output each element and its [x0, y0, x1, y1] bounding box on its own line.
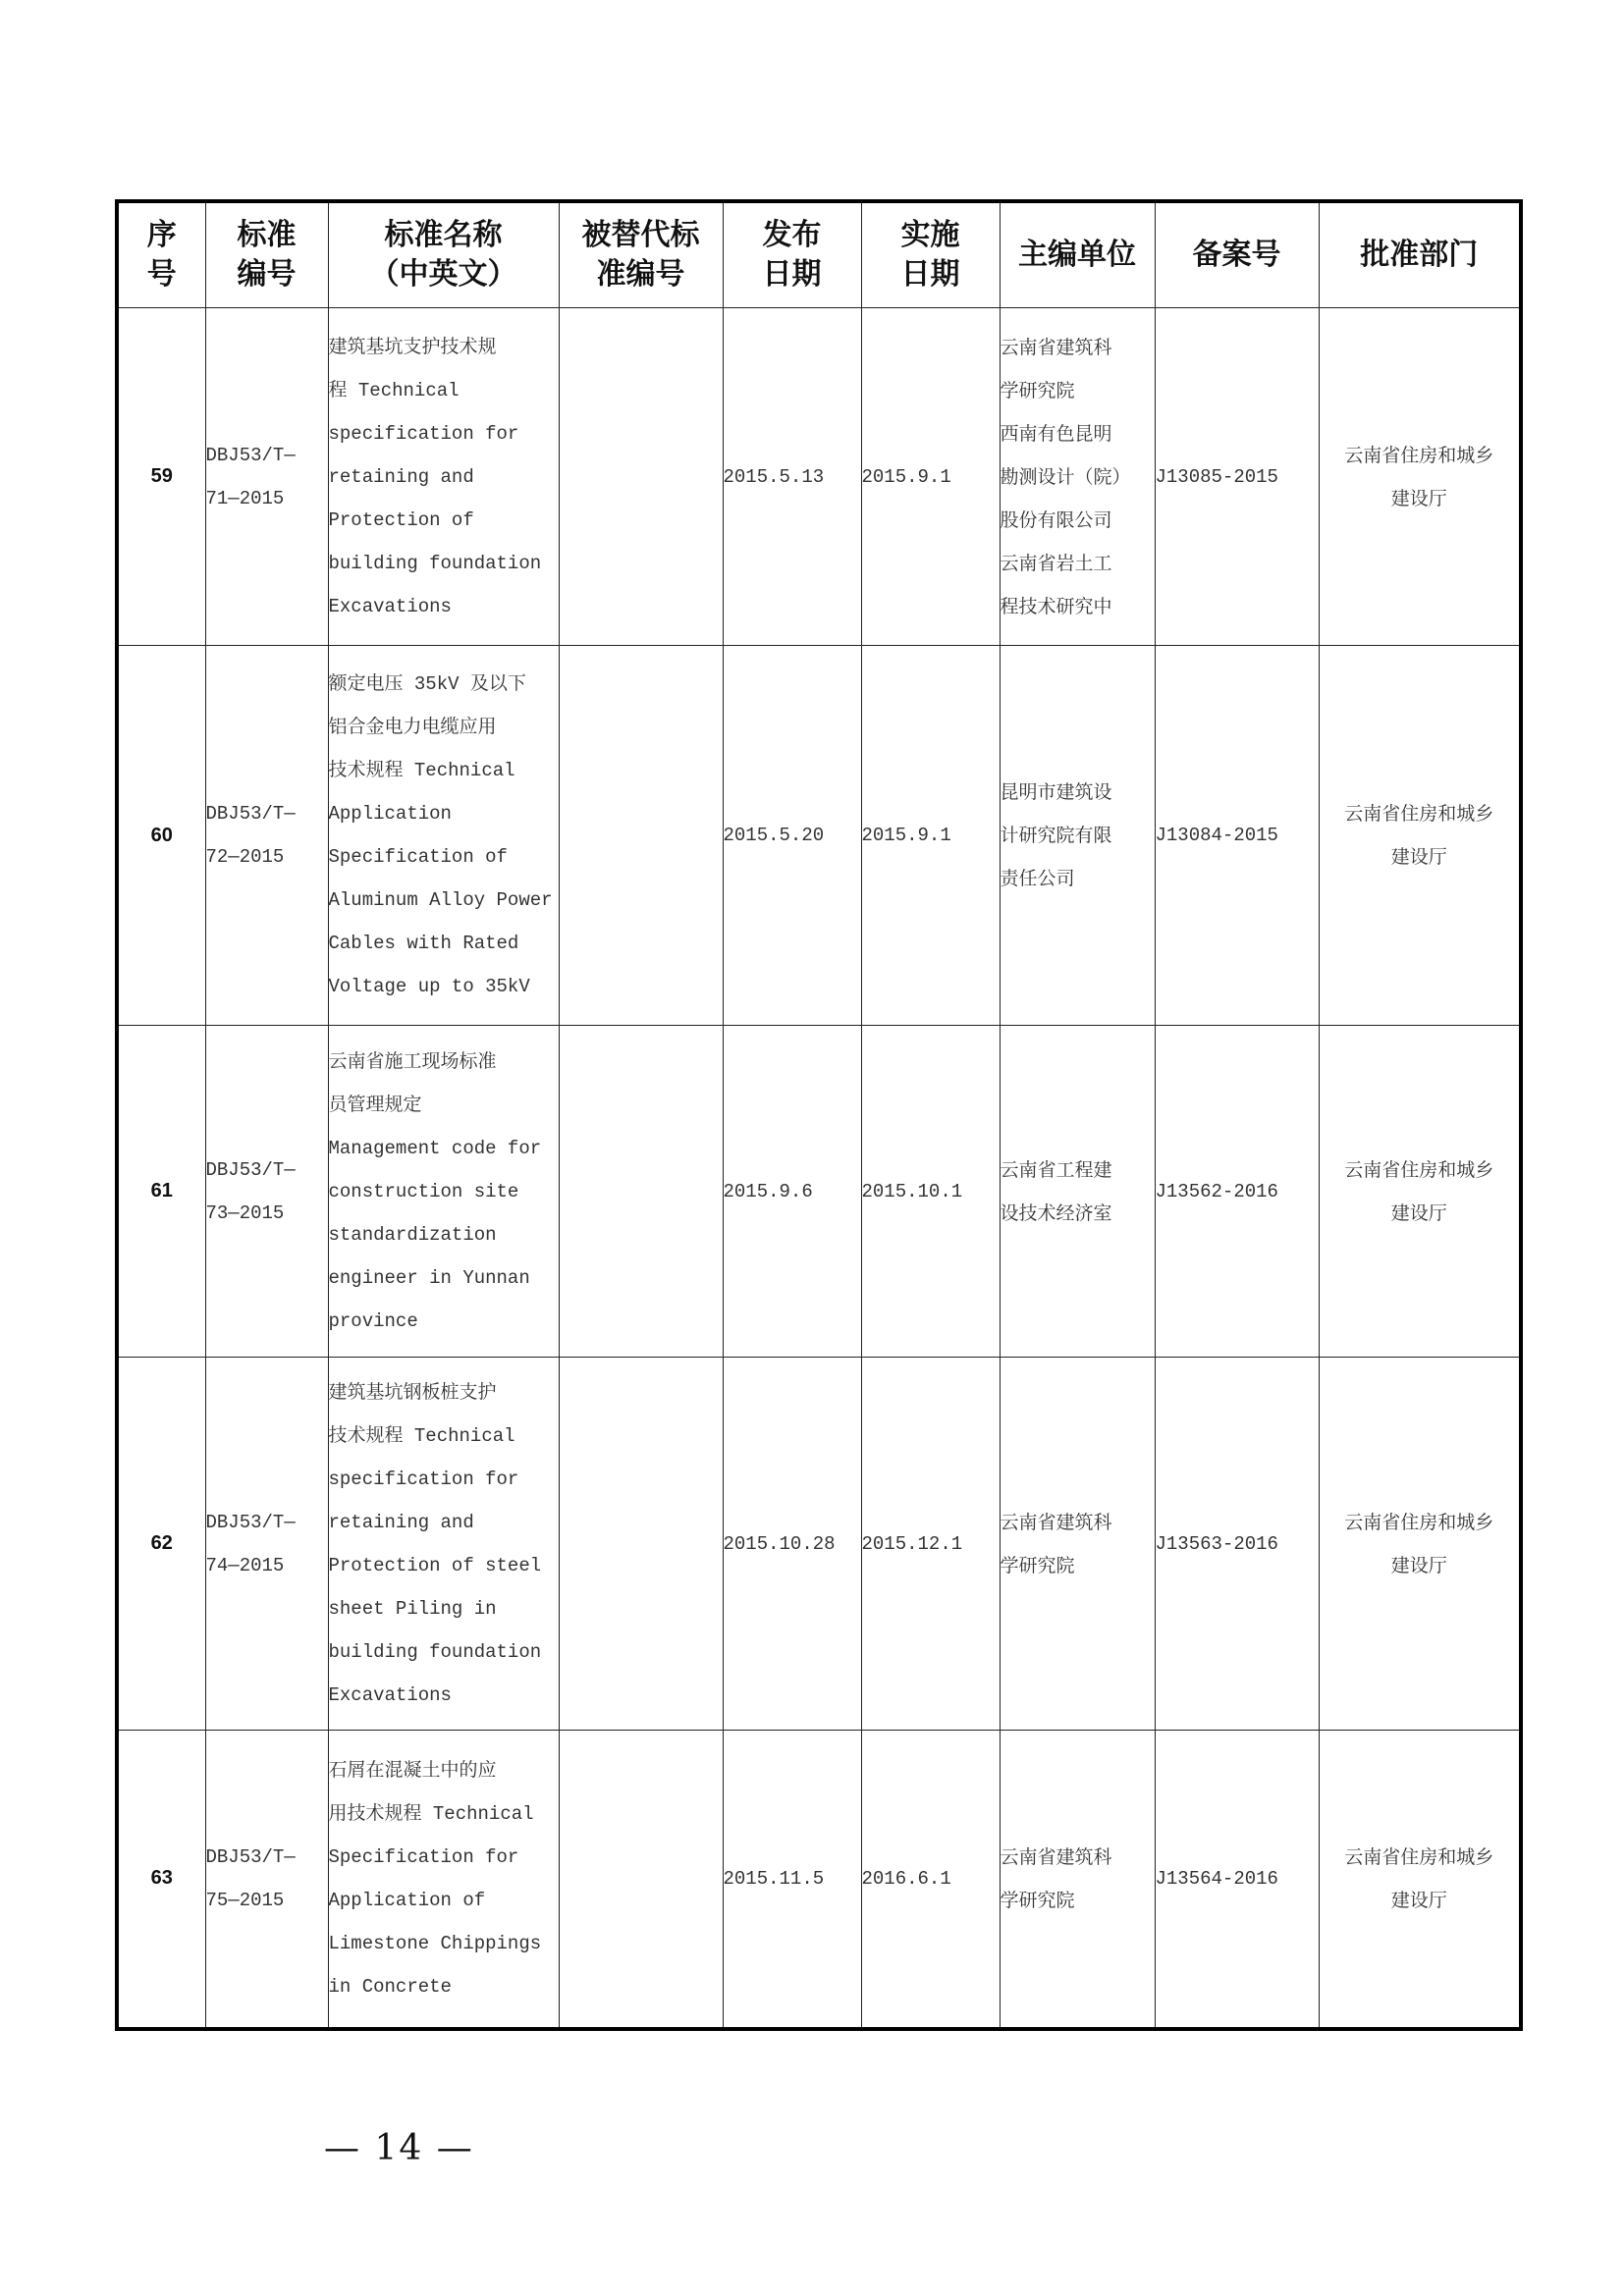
row-dept: 云南省住房和城乡 建设厅	[1319, 646, 1521, 1026]
row-replaced	[559, 1358, 723, 1731]
row-filing-no: J13562-2016	[1155, 1026, 1319, 1358]
header-no-text: 序 号	[146, 218, 177, 292]
row-filing-no: J13564-2016	[1155, 1731, 1319, 2029]
header-dept-text: 批准部门	[1360, 238, 1479, 272]
row-filing-no: J13084-2015	[1155, 646, 1319, 1026]
row-publish-date: 2015.5.13	[723, 308, 861, 646]
row-editor: 云南省建筑科 学研究院	[1000, 1358, 1155, 1731]
row-dept: 云南省住房和城乡 建设厅	[1319, 308, 1521, 646]
row-replaced	[559, 308, 723, 646]
row-no: 63	[117, 1731, 205, 2029]
row-effective-date: 2016.6.1	[861, 1731, 1000, 2029]
row-replaced	[559, 646, 723, 1026]
row-publish-date: 2015.11.5	[723, 1731, 861, 2029]
row-code: DBJ53/T— 74—2015	[205, 1358, 328, 1731]
table-row	[117, 1731, 1521, 2029]
header-name-text: 标准名称 （中英文）	[369, 218, 517, 292]
table-row	[117, 646, 1521, 1026]
row-no: 62	[117, 1358, 205, 1731]
table-row	[117, 1358, 1521, 1731]
row-effective-date: 2015.10.1	[861, 1026, 1000, 1358]
row-name: 云南省施工现场标准 员管理规定 Management code for construction site standardization engineer in Yunnan province	[328, 1026, 559, 1358]
row-no: 61	[117, 1026, 205, 1358]
header-filing-no	[1155, 201, 1319, 308]
row-replaced	[559, 1026, 723, 1358]
row-editor: 云南省建筑科 学研究院	[1000, 1731, 1155, 2029]
row-filing-no: J13563-2016	[1155, 1358, 1319, 1731]
header-no	[117, 201, 205, 308]
row-publish-date: 2015.9.6	[723, 1026, 861, 1358]
header-code	[205, 201, 328, 308]
table-row	[117, 1026, 1521, 1358]
page-number: — 14 —	[324, 2128, 474, 2168]
row-replaced	[559, 1731, 723, 2029]
row-name: 额定电压 35kV 及以下 铝合金电力电缆应用 技术规程 Technical Application Specification of Aluminum Alloy Power Cables with Rated Voltage up to 35kV	[328, 646, 559, 1026]
row-effective-date: 2015.12.1	[861, 1358, 1000, 1731]
header-replaced	[559, 201, 723, 308]
header-row	[117, 201, 1521, 308]
row-dept: 云南省住房和城乡 建设厅	[1319, 1731, 1521, 2029]
row-filing-no: J13085-2015	[1155, 308, 1319, 646]
header-name	[328, 201, 559, 308]
header-editor	[1000, 201, 1155, 308]
row-name: 建筑基坑钢板桩支护 技术规程 Technical specification for retaining and Protection of steel sheet Piling in building foundation Excavations	[328, 1358, 559, 1731]
row-name: 石屑在混凝土中的应 用技术规程 Technical Specification for Application of Limestone Chippings in Concrete	[328, 1731, 559, 2029]
row-code: DBJ53/T— 75—2015	[205, 1731, 328, 2029]
header-publish-date	[723, 201, 861, 308]
row-editor: 云南省建筑科 学研究院 西南有色昆明 勘测设计（院） 股份有限公司 云南省岩土工 程技术研究中	[1000, 308, 1155, 646]
row-dept: 云南省住房和城乡 建设厅	[1319, 1358, 1521, 1731]
header-dept	[1319, 201, 1521, 308]
row-editor: 云南省工程建 设技术经济室	[1000, 1026, 1155, 1358]
table-row	[117, 308, 1521, 646]
header-effective-date	[861, 201, 1000, 308]
row-code: DBJ53/T— 71—2015	[205, 308, 328, 646]
standards-table	[115, 199, 1523, 2031]
header-effective-date-text: 实施 日期	[900, 218, 960, 292]
row-publish-date: 2015.10.28	[723, 1358, 861, 1731]
row-no: 59	[117, 308, 205, 646]
row-code: DBJ53/T— 72—2015	[205, 646, 328, 1026]
row-publish-date: 2015.5.20	[723, 646, 861, 1026]
row-name: 建筑基坑支护技术规 程 Technical specification for retaining and Protection of building foundation Excavations	[328, 308, 559, 646]
row-effective-date: 2015.9.1	[861, 646, 1000, 1026]
header-publish-date-text: 发布 日期	[762, 218, 822, 292]
row-code: DBJ53/T— 73—2015	[205, 1026, 328, 1358]
header-replaced-text: 被替代标 准编号	[581, 218, 700, 292]
row-dept: 云南省住房和城乡 建设厅	[1319, 1026, 1521, 1358]
row-editor: 昆明市建筑设 计研究院有限 责任公司	[1000, 646, 1155, 1026]
row-effective-date: 2015.9.1	[861, 308, 1000, 646]
header-code-text: 标准 编号	[237, 218, 297, 292]
header-filing-no-text: 备案号	[1192, 238, 1281, 272]
header-editor-text: 主编单位	[1018, 238, 1136, 272]
row-no: 60	[117, 646, 205, 1026]
